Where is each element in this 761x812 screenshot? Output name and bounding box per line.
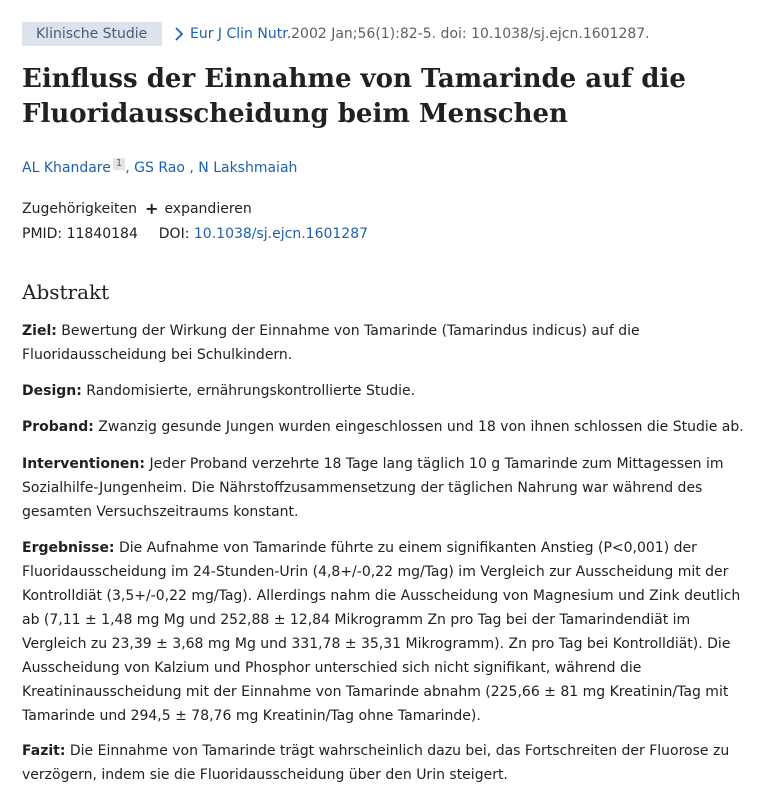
expand-label: expandieren	[164, 200, 252, 217]
abstract-section-interventions	[22, 452, 747, 524]
pmid-label: PMID:	[22, 226, 63, 242]
abstract-section-results	[22, 536, 747, 728]
author-link[interactable]: N Lakshmaiah	[198, 160, 298, 176]
section-label: Fazit:	[22, 743, 66, 759]
publication-type-badge: Klinische Studie	[22, 22, 162, 46]
affiliations-row	[22, 199, 252, 218]
section-text: Jeder Proband verzehrte 18 Tage lang täglich 10 g Tamarinde zum Mittagessen im Sozialhilfe-Jungenheim. Die Nährstoffzusammensetzung der täglichen Nahrung war während des gesamten Versuchszeitraums konstant.	[22, 456, 724, 520]
article-header	[22, 22, 650, 46]
section-label: Design:	[22, 383, 82, 399]
abstract-heading: Abstrakt	[22, 280, 110, 304]
doi-label: DOI:	[158, 226, 190, 242]
abstract-section-objective	[22, 319, 747, 367]
journal-link[interactable]: Eur J Clin Nutr.	[190, 26, 292, 42]
section-text: Randomisierte, ernährungskontrollierte Studie.	[86, 383, 416, 399]
section-label: Proband:	[22, 419, 94, 435]
chevron-right-icon	[174, 27, 184, 41]
section-text: Zwanzig gesunde Jungen wurden eingeschlossen und 18 von ihnen schlossen die Studie ab.	[98, 419, 744, 435]
abstract-section-conclusion	[22, 739, 747, 787]
affiliation-number[interactable]: 1	[113, 158, 125, 170]
section-text: Bewertung der Wirkung der Einnahme von Tamarinde (Tamarindus indicus) auf die Fluoridausscheidung bei Schulkindern.	[22, 323, 640, 363]
abstract-section-subjects	[22, 415, 747, 439]
section-text: Die Einnahme von Tamarinde trägt wahrscheinlich dazu bei, das Fortschreiten der Fluorose zu verzögern, indem sie die Fluoridausscheidung über den Urin steigert.	[22, 743, 730, 783]
author-separator: ,	[184, 160, 199, 176]
article-title: Einfluss der Einnahme von Tamarinde auf die Fluoridausscheidung beim Menschen	[22, 64, 686, 129]
citation-text: 2002 Jan;56(1):82-5. doi: 10.1038/sj.ejcn.1601287.	[291, 26, 650, 42]
affiliations-label: Zugehörigkeiten	[22, 200, 138, 217]
plus-icon: +	[145, 199, 159, 218]
author-separator: ,	[125, 160, 135, 176]
section-label: Interventionen:	[22, 456, 145, 472]
abstract-section-design	[22, 379, 747, 403]
section-label: Ziel:	[22, 323, 57, 339]
section-text: Die Aufnahme von Tamarinde führte zu einem signifikanten Anstieg (P<0,001) der Fluoridausscheidung im 24-Stunden-Urin (4,8+/-0,22 mg/Tag) im Vergleich zur Ausscheidung mit der Kontrolldiät (3,5+/-0,22 mg/Tag). Allerdings nahm die Ausscheidung von Magnesium und Zink deutlich ab (7,11 ± 1,48 mg Mg und 252,88 ± 12,84 Mikrogramm Zn pro Tag bei der Tamarindendiät im Vergleich zu 23,39 ± 3,68 mg Mg und 331,78 ± 35,31 Mikrogramm). Zn pro Tag bei Kontrolldiät). Die Ausscheidung von Kalzium und Phosphor unterschied sich nicht signifikant, während die Kreatininausscheidung mit der Einnahme von Tamarinde abnahm (225,66 ± 81 mg Kreatinin/Tag mit Tamarinde und 294,5 ± 78,76 mg Kreatinin/Tag ohne Tamarinde).	[22, 540, 741, 724]
author-link[interactable]: AL Khandare	[22, 160, 111, 176]
author-link[interactable]: GS Rao	[134, 160, 185, 176]
pmid-value: 11840184	[66, 226, 138, 242]
section-label: Ergebnisse:	[22, 540, 115, 556]
doi-link[interactable]: 10.1038/sj.ejcn.1601287	[193, 226, 369, 242]
author-list	[22, 160, 297, 176]
identifiers-row	[22, 226, 368, 242]
expand-affiliations-button[interactable]	[145, 199, 252, 218]
